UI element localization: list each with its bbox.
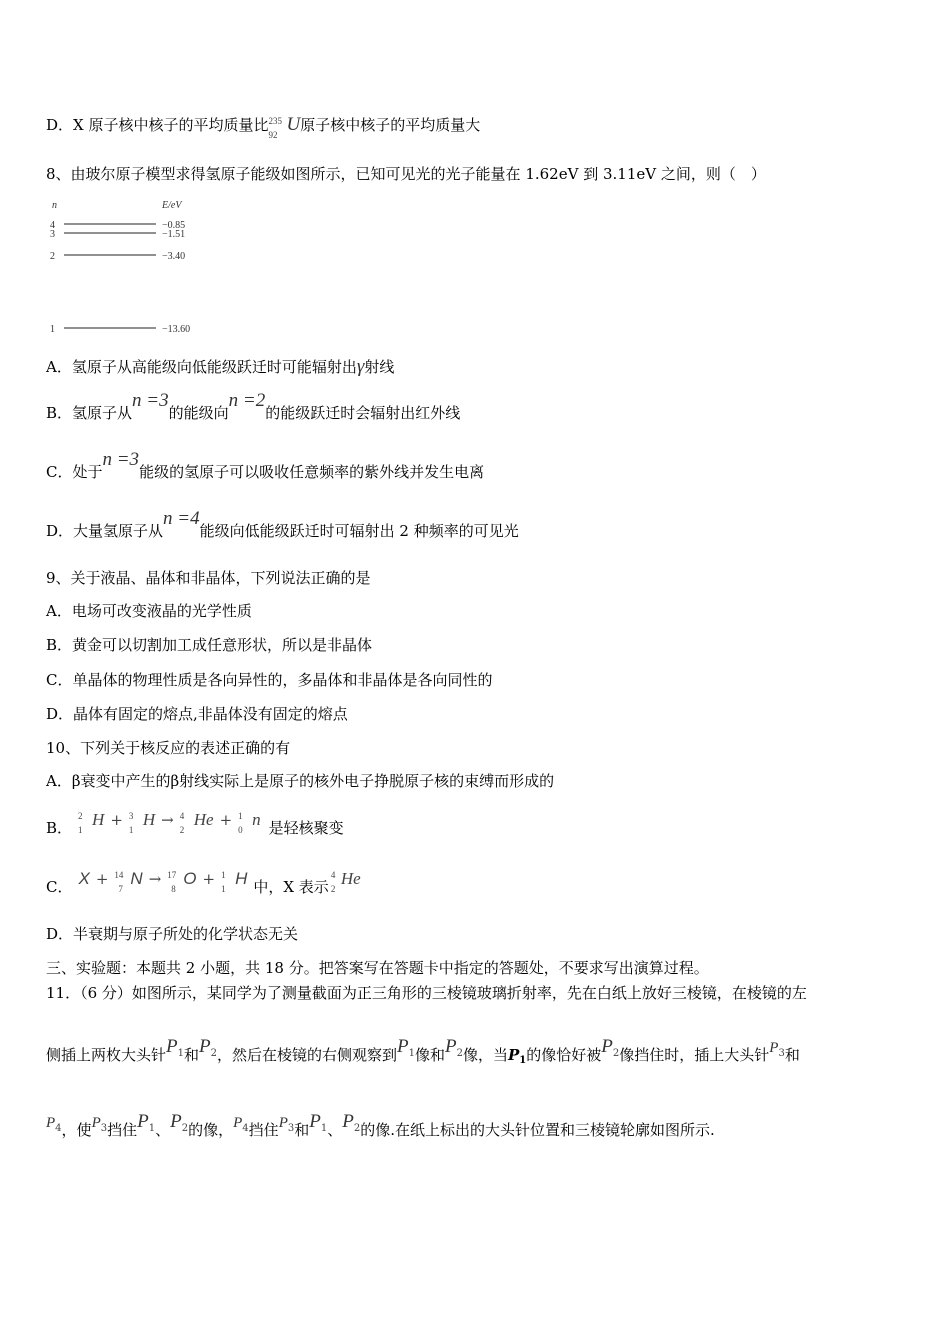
transmutation-equation: X + 14 7 N → 17 8 O + 1 1 H xyxy=(78,869,248,894)
uranium-isotope: 235 92 xyxy=(268,116,282,140)
q10-stem: 10、下列关于核反应的表述正确的有 xyxy=(46,739,291,757)
n-axis-label: n xyxy=(52,200,57,211)
q10-option-b: B． 2 1 H + 3 1 H → 4 2 He + 1 0 n 是轻核聚变 xyxy=(46,810,344,837)
q10-option-d: D．半衰期与原子所处的化学状态无关 xyxy=(46,925,299,943)
energy-axis-label: E/eV xyxy=(162,200,182,211)
q9-option-c: C．单晶体的物理性质是各向异性的，多晶体和非晶体是各向同性的 xyxy=(46,671,493,689)
q10-option-c: C． X + 14 7 N → 17 8 O + 1 1 H 中，X 表示 4 2 He xyxy=(46,869,361,896)
q8-option-d: D．大量氢原子从n =4能级向低能级跃迁时可辐射出 2 种频率的可见光 xyxy=(46,508,519,540)
q7-option-d-text: D．X 原子核中核子的平均质量比 xyxy=(46,116,269,134)
q8-option-b: B．氢原子从n =3的能级向n =2的能级跃迁时会辐射出红外线 xyxy=(46,390,461,422)
gamma-symbol: γ xyxy=(356,356,365,377)
q11-line-3: $P_4$，使$P_3$挡住$P_1$、$P_2$的像，$P_4$挡住$P_3$和$P_1$、$P_2$的像.在纸上标出的大头针位置和三棱镜轮廓如图所示. xyxy=(46,1111,715,1139)
q9-option-d: D．晶体有固定的熔点,非晶体没有固定的熔点 xyxy=(46,705,348,723)
level-energy-label: −13.60 xyxy=(162,324,191,335)
q9-option-b: B．黄金可以切割加工成任意形状，所以是非晶体 xyxy=(46,636,373,654)
q9-stem: 9、关于液晶、晶体和非晶体，下列说法正确的是 xyxy=(46,569,371,587)
level-n-label: 2 xyxy=(50,251,55,262)
q9-option-a: A．电场可改变液晶的光学性质 xyxy=(46,602,252,620)
q11-line-1: 11．（6 分）如图所示，某同学为了测量截面为正三角形的三棱镜玻璃折射率，先在白纸上放好三棱镜，在棱镜的左 xyxy=(46,984,807,1002)
level-n-label: 4 xyxy=(50,220,55,231)
q8-option-a: A．氢原子从高能级向低能级跃迁时可能辐射出γ射线 xyxy=(46,356,395,377)
level-n-label: 3 xyxy=(50,229,55,240)
level-energy-label: −1.51 xyxy=(162,229,186,240)
level-energy-label: −0.85 xyxy=(162,220,186,231)
energy-level-diagram xyxy=(40,195,230,340)
q10-option-a: A．β衰变中产生的β射线实际上是原子的核外电子挣脱原子核的束缚而形成的 xyxy=(46,772,555,790)
q8-option-c: C．处于n =3能级的氢原子可以吸收任意频率的紫外线并发生电离 xyxy=(46,449,485,481)
level-energy-label: −3.40 xyxy=(162,251,186,262)
uranium-symbol: U xyxy=(286,114,301,135)
fusion-equation: 2 1 H + 3 1 H → 4 2 He + 1 0 n xyxy=(78,810,261,835)
q11-line-2: 侧插上两枚大头针$P_1$和$P_2$，然后在棱镜的右侧观察到$P_1$像和$P_2$像，当$P_1$的像恰好被$P_2$像挡住时，插上大头针$P_3$和 xyxy=(46,1036,800,1066)
q8-stem: 8、由玻尔原子模型求得氢原子能级如图所示，已知可见光的光子能量在 1.62eV 到 3.11eV 之间，则（ ） xyxy=(46,165,766,183)
q7-option-d: D．X 原子核中核子的平均质量比 235 92 U原子核中核子的平均质量大 xyxy=(46,114,481,140)
level-n-label: 1 xyxy=(50,324,55,335)
section-3-heading: 三、实验题：本题共 2 小题，共 18 分。把答案写在答题卡中指定的答题处，不要求写出演算过程。 xyxy=(46,959,709,977)
